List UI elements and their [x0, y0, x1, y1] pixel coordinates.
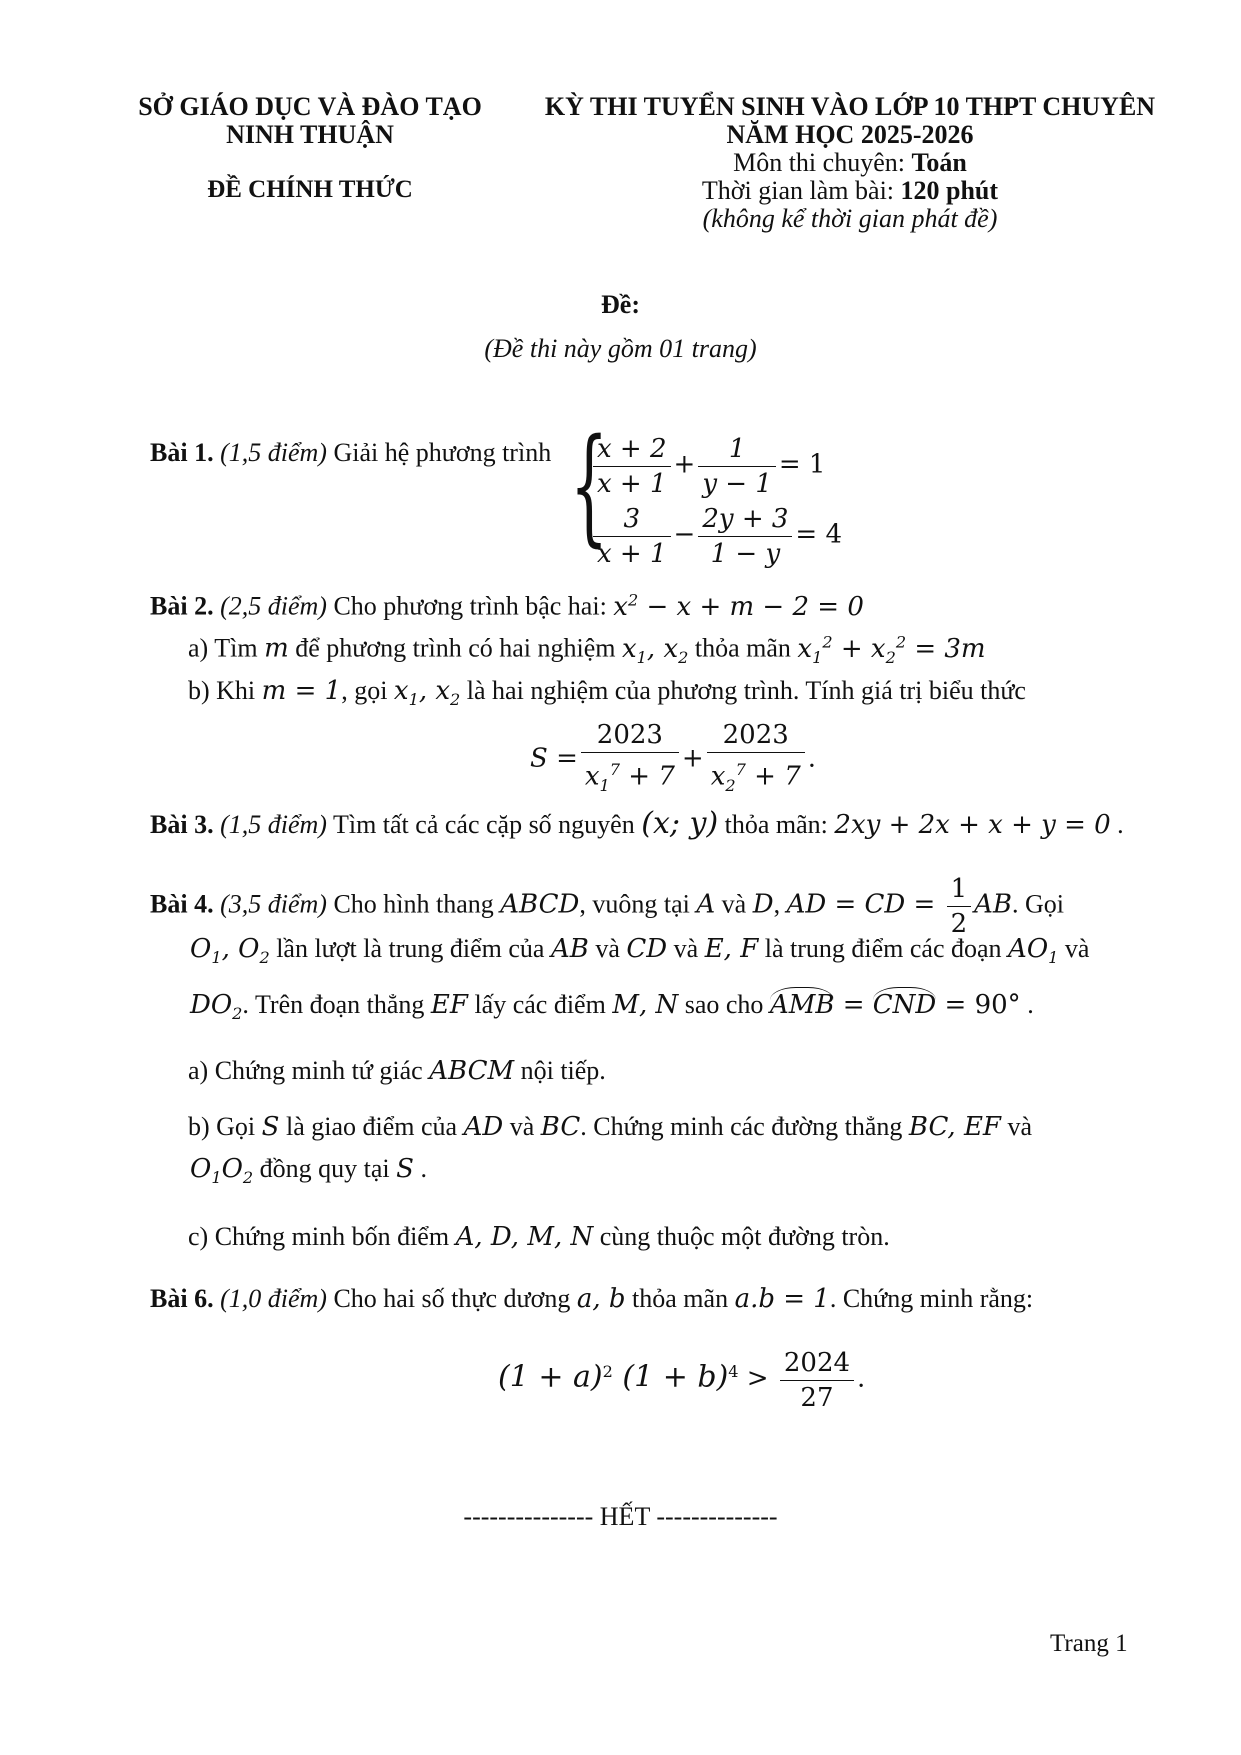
exam-heading: Đề: — [601, 290, 640, 319]
bai4-part-a — [188, 1056, 606, 1086]
bai2-part-b — [188, 676, 1026, 709]
text: lần lượt là trung điểm của — [269, 934, 551, 963]
text: thỏa mãn: — [718, 810, 835, 839]
math: (1 + b) — [612, 1359, 729, 1395]
fraction — [593, 502, 671, 571]
text: . — [1020, 990, 1034, 1019]
text: . Chứng minh các đường thẳng — [580, 1112, 909, 1141]
bai2-label: Bài 2. — [150, 591, 214, 621]
text: sao cho — [678, 990, 770, 1019]
fraction — [947, 872, 972, 941]
math: M, N — [612, 990, 679, 1020]
bai4-line-2 — [190, 934, 1089, 967]
math: S — [261, 1112, 280, 1142]
text: , — [773, 889, 787, 919]
bai1-equation-2 — [590, 502, 842, 571]
bai1-equation-1 — [590, 432, 825, 501]
bai3-points: (1,5 điểm) — [220, 810, 327, 839]
text: thỏa mãn — [625, 1284, 735, 1313]
text: và — [503, 1112, 541, 1141]
angle-amb: AMB — [770, 987, 835, 1020]
bai6-label: Bài 6. — [150, 1284, 214, 1313]
bai1-points: (1,5 điểm) — [220, 438, 327, 467]
bai2-equation: $x^2 - x + m - 2 = 0$ — [613, 590, 864, 622]
denominator: 2 — [950, 909, 968, 939]
numerator: 1 — [947, 872, 972, 907]
bai4-points: (3,5 điểm) — [220, 889, 327, 919]
numerator: 2024 — [780, 1346, 854, 1381]
denominator: $x_2^7 + 7$ — [710, 760, 801, 795]
text: a) Chứng minh tứ giác — [188, 1056, 430, 1085]
school-year: NĂM HỌC 2025-2026 — [726, 120, 974, 149]
numerator: 1 — [698, 432, 776, 467]
math: ABCM — [429, 1056, 515, 1086]
math: AD — [463, 1112, 504, 1142]
math: AD = CD = — [786, 889, 944, 920]
math: 2xy + 2x + x + y = 0 — [834, 810, 1111, 840]
text: b) Gọi — [188, 1112, 262, 1141]
numerator: 2y + 3 — [698, 502, 792, 537]
text: . Trên đoạn thẳng — [242, 990, 431, 1019]
time-line — [520, 176, 1180, 206]
text: lấy các điểm — [467, 990, 613, 1019]
denominator: 27 — [800, 1383, 834, 1413]
official-label: ĐỀ CHÍNH THỨC — [207, 176, 413, 203]
text: và — [667, 934, 705, 963]
math: $x_1$, $x_2$ — [622, 633, 689, 667]
text: Tìm tất cả các cặp số nguyên — [332, 810, 642, 839]
math: $DO_2$ — [190, 990, 243, 1024]
math: $O_1O_2$ — [190, 1154, 254, 1188]
bai6-points: (1,0 điểm) — [220, 1284, 327, 1313]
exam-title: KỲ THI TUYỂN SINH VÀO LỚP 10 THPT CHUYÊN — [544, 92, 1156, 121]
numerator: 3 — [593, 502, 671, 537]
bai6-inequality — [498, 1346, 865, 1415]
math: S = — [530, 743, 578, 774]
denominator: x + 1 — [597, 469, 667, 499]
bai3-text — [150, 806, 1124, 841]
text: là giao điểm của — [279, 1112, 464, 1141]
math: a.b = 1 — [734, 1284, 830, 1314]
operator: + — [681, 743, 704, 774]
bai1-intro — [150, 438, 551, 468]
math: AB — [974, 889, 1013, 920]
bai2-part-a — [188, 632, 986, 667]
text: và — [1058, 934, 1090, 963]
numerator: x + 2 — [593, 432, 671, 467]
fraction — [780, 1346, 854, 1415]
text: c) Chứng minh bốn điểm — [188, 1222, 456, 1251]
math: . — [807, 743, 816, 774]
text: nội tiếp. — [514, 1056, 606, 1085]
right-hand-side: = 4 — [795, 519, 843, 550]
denominator: $x_1^7 + 7$ — [584, 760, 675, 795]
bai4-part-b-line-1 — [188, 1112, 1032, 1142]
math: CD — [626, 934, 668, 964]
math: m = 1 — [261, 676, 342, 706]
bai4-line-1 — [150, 872, 1064, 941]
numerator: 2023 — [707, 718, 805, 753]
math: . — [857, 1363, 866, 1394]
math: BC — [540, 1112, 581, 1142]
time-value: 120 phút — [900, 176, 999, 205]
text: và — [588, 934, 627, 963]
math: = 90° — [936, 990, 1021, 1020]
math: $x_1$, $x_2$ — [393, 676, 461, 710]
text: b) Khi — [188, 676, 262, 705]
math: $x_1^2 + x_2^2 = 3m$ — [797, 632, 986, 667]
math: AB — [550, 934, 589, 964]
math: $AO_1$ — [1008, 934, 1059, 968]
math: ABCD — [500, 889, 580, 920]
fraction — [593, 432, 671, 501]
text: đồng quy tại — [253, 1154, 397, 1183]
math: EF — [430, 990, 468, 1020]
math: 4 — [728, 1361, 739, 1381]
fraction — [698, 432, 776, 501]
denominator: y − 1 — [702, 469, 772, 499]
operator: − — [673, 519, 696, 550]
denominator: 1 − y — [710, 539, 781, 569]
math: (x; y) — [641, 806, 719, 841]
text: . Gọi — [1012, 889, 1065, 919]
department-name: SỞ GIÁO DỤC VÀ ĐÀO TẠO — [138, 92, 482, 121]
denominator: x + 1 — [597, 539, 667, 569]
text: và — [1000, 1112, 1033, 1141]
bai4-part-b-line-2 — [190, 1154, 427, 1187]
page-count-note: (Đề thi này gồm 01 trang) — [484, 334, 757, 363]
math: D — [752, 889, 774, 920]
province-name: NINH THUẬN — [226, 120, 394, 149]
bai2-expression-s — [530, 718, 816, 803]
bai4-part-c — [188, 1222, 890, 1252]
math: > — [738, 1363, 777, 1394]
bai1-label: Bài 1. — [150, 438, 214, 467]
text: để phương trình có hai nghiệm — [288, 633, 622, 663]
subject-line — [520, 148, 1180, 178]
text: . — [1110, 810, 1124, 839]
fraction — [707, 718, 805, 803]
angle-cnd: CND — [873, 987, 937, 1020]
text: . Chứng minh rằng: — [829, 1284, 1034, 1313]
math: A — [696, 889, 716, 920]
right-hand-side: = 1 — [778, 449, 826, 480]
math: BC, EF — [908, 1112, 1001, 1142]
bai3-label: Bài 3. — [150, 810, 214, 839]
math: $O_1$, $O_2$ — [190, 934, 270, 968]
bai2-intro — [150, 590, 864, 622]
bai6-text — [150, 1284, 1033, 1314]
text: , gọi — [341, 676, 394, 705]
math: S — [396, 1154, 414, 1184]
math: = — [834, 990, 873, 1020]
bai2-text: Cho phương trình bậc hai: — [333, 591, 614, 621]
bai4-line-3 — [190, 990, 1034, 1023]
time-note: (không kể thời gian phát đề) — [702, 204, 998, 233]
math: a, b — [576, 1284, 626, 1314]
subject-label: Môn thi chuyên: — [733, 148, 912, 177]
operator: + — [673, 449, 696, 480]
fraction — [698, 502, 792, 571]
text: Cho hai số thực dương — [333, 1284, 577, 1313]
text: cùng thuộc một đường tròn. — [593, 1222, 890, 1251]
system-brace: { — [570, 413, 609, 561]
text: là hai nghiệm của phương trình. Tính giá trị biểu thức — [460, 676, 1026, 705]
text: Cho hình thang — [333, 889, 501, 919]
text: và — [715, 889, 753, 919]
math: 2 — [602, 1361, 613, 1381]
text: . — [413, 1154, 427, 1183]
text: thỏa mãn — [688, 633, 798, 663]
text: là trung điểm các đoạn — [758, 934, 1009, 963]
fraction — [581, 718, 679, 803]
math: E, F — [704, 934, 759, 964]
text: , vuông tại — [579, 889, 697, 919]
numerator: 2023 — [581, 718, 679, 753]
text: a) Tìm — [188, 633, 265, 663]
end-mark: --------------- HẾT -------------- — [463, 1502, 778, 1531]
bai1-text: Giải hệ phương trình — [333, 438, 552, 467]
math: (1 + a) — [498, 1359, 603, 1395]
bai2-points: (2,5 điểm) — [220, 591, 327, 621]
math: m — [264, 633, 289, 664]
bai4-label: Bài 4. — [150, 889, 214, 919]
time-label: Thời gian làm bài: — [701, 176, 901, 205]
page-number: Trang 1 — [1050, 1630, 1128, 1657]
subject-value: Toán — [911, 148, 967, 177]
math: A, D, M, N — [455, 1222, 594, 1252]
